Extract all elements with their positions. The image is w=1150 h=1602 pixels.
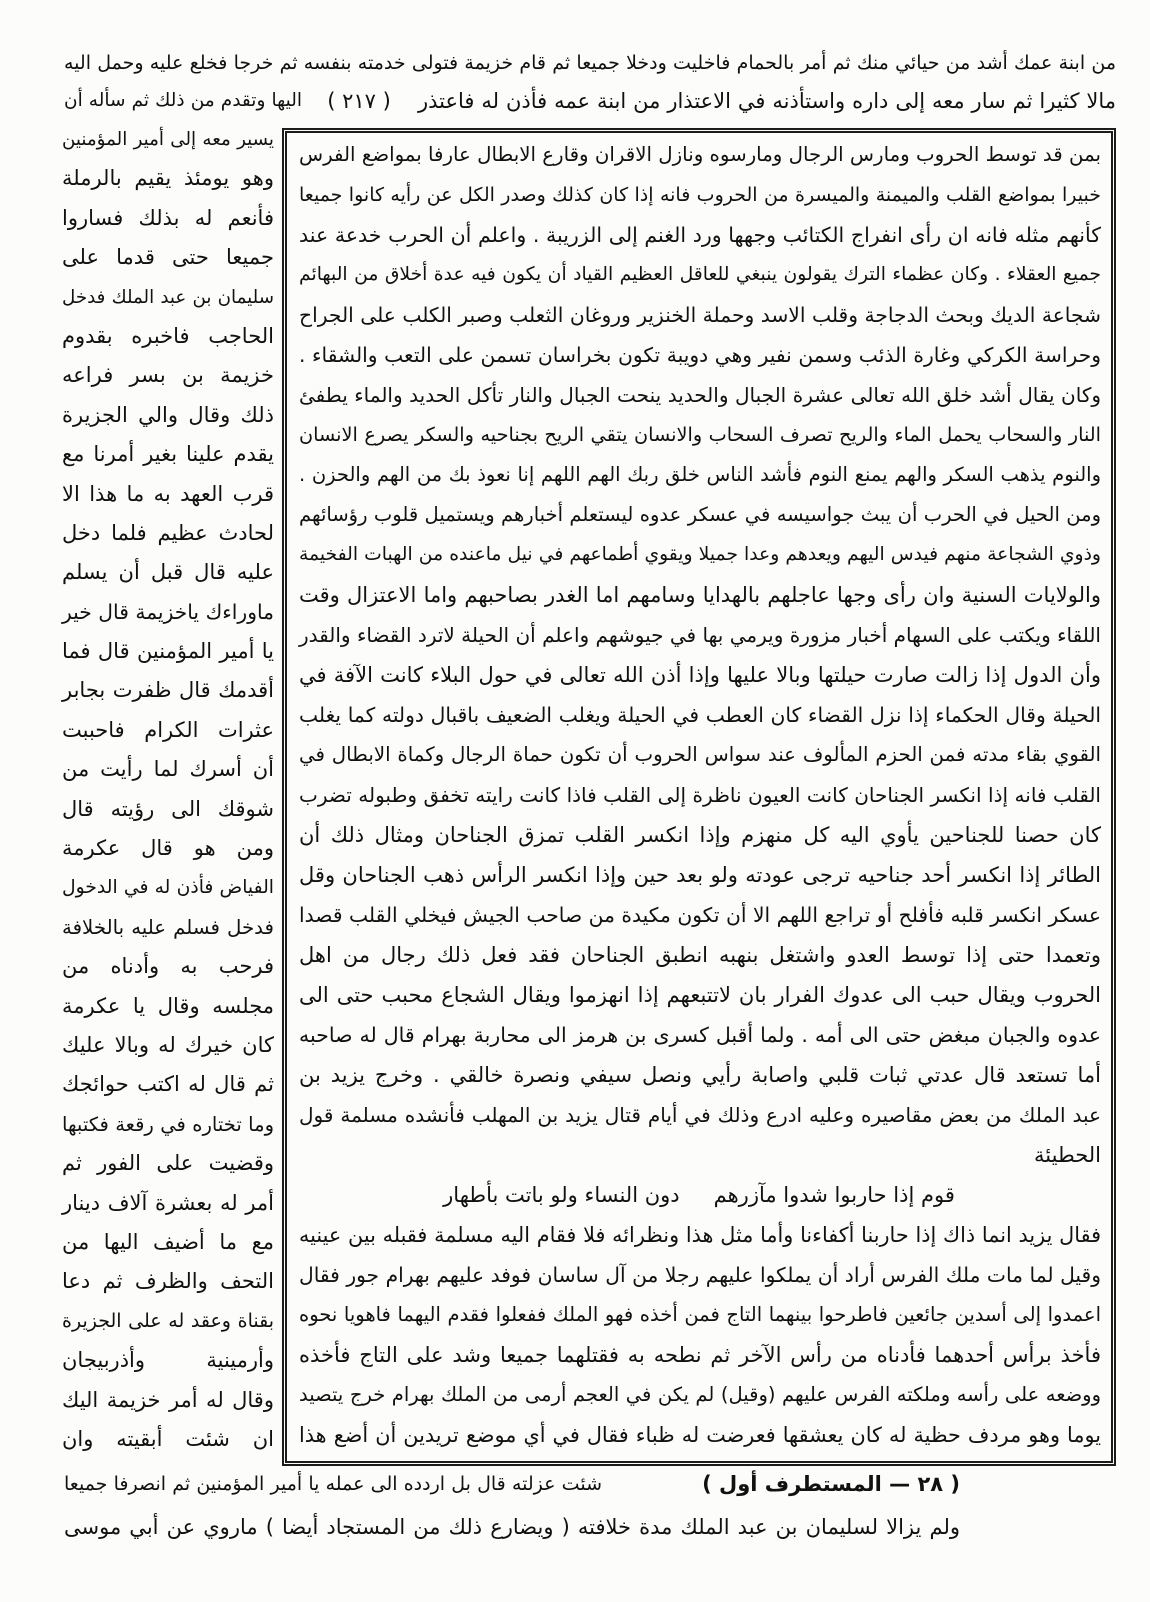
margin-line: الحاجب فاخبره بقدوم	[62, 323, 274, 348]
box-line: والولايات السنية وان رأى وجها عاجلهم بالهدايا وسامهم اما الغدر بصاحبهم واما الاعتزال وقت	[299, 583, 1101, 607]
box-line: وقيل لما مات ملك الفرس أراد أن يملكوا عليهم رجلا من آل ساسان فوفد عليهم بهرام جور فقال	[299, 1263, 1101, 1287]
box-line: كأنهم مثله فانه ان رأى انفراج الكتائب وجهها ورد الغنم إلى الزريبة . واعلم أن الحرب خدعة عند	[299, 223, 1101, 247]
box-line: وكان يقال أشد خلق الله تعالى عشرة الجبال والحديد ينحت الجبال والنار تأكل الحديد والماء يطفئ	[299, 383, 1101, 407]
margin-line: ان شئت أبقيته وان	[62, 1426, 274, 1451]
margin-line: يا أمير المؤمنين قال فما	[62, 639, 274, 664]
margin-line: كان خيرك له وبالا عليك	[62, 1032, 274, 1057]
verse-second-hemistich: دون النساء ولو باتت بأطهار	[443, 1183, 680, 1207]
box-line: القوي بقاء مدته فمن الحزم المألوف عند سواس الحروب أن تكون حماة الرجال وكماة الابطال في	[299, 743, 1101, 766]
box-line: فقال يزيد انما ذاك إذا حاربنا أكفاءنا وأما مثل هذا ونظرائه فلا فقام اليه مسلمة فقبله بين عينيه	[299, 1223, 1101, 1247]
header-line-1: من ابنة عمك أشد من حيائي منك ثم أمر بالحمام فاخليت ودخلا جميعا ثم قام خزيمة فتولى خدمته بنفسه ثم خرجا فخلع عليه وحمل اليه	[64, 52, 1116, 74]
box-line: أما تستعد قال عدتي ثبات قلبي واصابة رأيي ونصل سيفي ونصرة خالقي . وخرج يزيد بن	[299, 1063, 1101, 1087]
box-line: فأخذ برأس أحدهما فأدناه من رأس الآخر ثم نطحه به فقتلهما جميعا وشد على التاج فأخذه	[299, 1343, 1101, 1367]
box-line: وحراسة الكركي وغارة الذئب وسمن نفير وهي دويبة تكون بخراسان تسمن على التعب والشقاء .	[299, 343, 1101, 367]
margin-line: وما تختاره في رقعة فكتبها	[62, 1112, 274, 1136]
page-number: ( ٢١٧ )	[327, 89, 391, 113]
margin-line: فدخل فسلم عليه بالخلافة	[62, 915, 274, 939]
margin-line: فأنعم له بذلك فساروا	[62, 205, 274, 230]
box-line: عدوه والجبان مبغض حتى الى أمه . ولما أقبل كسرى بن هرمز الى محاربة بهرام قال له صاحبه	[299, 1023, 1101, 1047]
margin-line: الفياض فأذن له في الدخول	[62, 877, 274, 899]
box-line: اللقاء ويكتب على السهام أخبار مزورة ويرمي بها في جيوشهم واعلم أن الحيلة لاترد القضاء والقدر	[299, 623, 1101, 647]
margin-line: فرحب به وأدناه من	[62, 954, 274, 979]
margin-line: سليمان بن عبد الملك فدخل	[62, 286, 274, 308]
margin-line: مع ما أضيف اليها من	[62, 1229, 274, 1254]
framed-text-box	[282, 128, 1116, 1466]
box-line: الحروب ويقال حبب الى عدوك الفرار بان لاتتبعهم إذا انهزموا ويقال الشجاع محبب حتى الى	[299, 983, 1101, 1007]
margin-line: خزيمة بن بسر فراعه	[62, 363, 274, 388]
margin-line: التحف والظرف ثم دعا	[62, 1269, 274, 1294]
verse-first-hemistich: قوم إذا حاربوا شدوا مآزرهم	[713, 1183, 955, 1207]
box-line: الطائر إذا انكسر أحد جناحيه ترجى عودته ولو بعد حين وإذا انكسر الرأس ذهب الجناحان وقل	[299, 863, 1101, 887]
margin-line: لحادث عظيم فلما دخل	[62, 520, 274, 545]
box-line: اعمدوا إلى أسدين جائعين فاطرحوا بينهما التاج فمن أخذه فهو الملك ففعلوا فقدم اليهما فاهويا نحوه	[299, 1303, 1101, 1326]
margin-line: عثرات الكرام فاحببت	[62, 717, 274, 742]
margin-line: أن أسرك لما رأيت من	[62, 757, 274, 782]
box-line: القلب فانه إذا انكسر الجناحان كانت العيون ناظرة إلى القلب فاذا كانت رايته تخفق وطبوله تضرب	[299, 783, 1101, 807]
margin-line: يقدم علينا بغير أمرنا مع	[62, 442, 274, 467]
footer-line-2: ولم يزالا لسليمان بن عبد الملك مدة خلافته ( ويضارع ذلك من المستجاد أيضا ) ماروي عن أبي موسى	[64, 1515, 960, 1539]
box-line: شجاعة الديك وبحث الدجاجة وقلب الاسد وحملة الخنزير وروغان الثعلب وصبر الكلب على الجراح	[299, 303, 1101, 327]
header-line-2-left-text: اليها وتقدم من ذلك ثم سأله أن	[64, 90, 302, 111]
margin-line: قرب العهد به ما هذا الا	[62, 481, 274, 506]
header-line-2-right-text: مالا كثيرا ثم سار معه إلى داره واستأذنه في الاعتذار من ابنة عمه فأذن له فاعتذر	[418, 89, 1116, 113]
margin-line: أمر له بعشرة آلاف دينار	[62, 1190, 274, 1215]
header-line-2	[62, 82, 1116, 120]
box-line: بمن قد توسط الحروب ومارس الرجال ومارسوه ونازل الاقران وقارع الابطال عارفا بمواضع الفرس	[299, 143, 1101, 166]
margin-line: وهو يومئذ يقيم بالرملة	[62, 166, 274, 191]
box-line: والنوم يذهب السكر والهم يمنع النوم فأشد الناس خلق ربك الهم اللهم إنا نعوذ بك من الهم والحزن .	[299, 463, 1101, 486]
margin-line: وقضيت على الفور ثم	[62, 1151, 274, 1176]
box-line: جميع العقلاء . وكان عظماء الترك يقولون ينبغي للعاقل العظيم القياد أن يكون فيه عدة أخلاق من البهائم	[299, 264, 1101, 285]
margin-line: شوقك الى رؤيته قال	[62, 796, 274, 821]
box-line: وذوي الشجاعة منهم فيدس اليهم ويعدهم وعدا جميلا ويقوي أطماعهم في نيل ماعنده من الهبات الفخيمة	[299, 544, 1101, 565]
footer-label: ( ٢٨ — المستطرف أول )	[702, 1472, 960, 1496]
margin-line: وأرمينية وأذربيجان	[62, 1348, 274, 1373]
box-line: النار والسحاب يحمل الماء والريح تصرف السحاب والانسان يتقي الريح بجناحيه والسكر يصرع الانسان	[299, 423, 1101, 446]
footer-line-1-text: شئت عزلته قال بل اردده الى عمله يا أمير المؤمنين ثم انصرفا جميعا	[64, 1473, 602, 1495]
margin-line: ثم قال له اكتب حوائجك	[62, 1072, 274, 1097]
margin-line: ومن هو قال عكرمة	[62, 836, 274, 861]
box-line: عسكر انكسر قلبه فأفلح أو تراجع اللهم الا أن تكون مكيدة من صاحب الجيش فيخلي القلب قصدا	[299, 903, 1101, 927]
box-line: خبيرا بمواضع القلب والميمنة والميسرة من الحروب فانه إذا كان كذلك وصدر الكل عن رأيه كانوا جميعا	[299, 184, 1101, 206]
box-line: كان حصنا للجناحين يأوي اليه كل منهزم وإذا انكسر القلب تمزق الجناحان ومثال ذلك أن	[299, 823, 1101, 847]
margin-line: ذلك وقال والي الجزيرة	[62, 402, 274, 427]
margin-line: أقدمك قال ظفرت بجابر	[62, 678, 274, 703]
margin-line: يسير معه إلى أمير المؤمنين	[62, 129, 274, 150]
margin-line: بقناة وعقد له على الجزيرة	[62, 1309, 274, 1332]
box-line: عبد الملك من بعض مقاصيره وعليه ادرع وذلك في أيام قتال يزيد بن المهلب فأنشده مسلمة قول	[299, 1103, 1101, 1127]
box-line: الحيلة وقال الحكماء إذا نزل القضاء كان العطب في الحيلة ويغلب الضعيف باقبال دولته كما يغلب	[299, 703, 1101, 727]
margin-line: عليه قال قبل أن يسلم	[62, 560, 274, 585]
footer-line-1	[62, 1466, 960, 1502]
margin-line: وقال له أمر خزيمة اليك	[62, 1387, 274, 1412]
margin-line: مجلسه وقال يا عكرمة	[62, 993, 274, 1018]
margin-line: ماوراءك ياخزيمة قال خير	[62, 599, 274, 624]
verse-line	[297, 1175, 1101, 1215]
box-line-short: الحطيئة	[1034, 1143, 1101, 1167]
margin-line: جميعا حتى قدما على	[62, 245, 274, 270]
margin-column	[60, 120, 274, 1459]
box-line: ومن الحيل في الحرب أن يبث جواسيسه في عسكر عدوه ليستعلم أخبارهم ويستميل قلوب رؤسائهم	[299, 503, 1101, 526]
box-line: يوما وهو مردف حظية له كان يعشقها فعرضت له ظباء فقال في أي موضع تريدين أن أضع هذا	[299, 1423, 1101, 1447]
box-line: وأن الدول إذا زالت صارت حيلتها وبالا عليها وإذا أذن الله تعالى في حول البلاء كانت الآفة في	[299, 663, 1101, 687]
box-line: ووضعه على رأسه وملكته الفرس عليهم (وقيل) لم يكن في العجم أرمى من الملك بهرام خرج يتصيد	[299, 1383, 1101, 1406]
box-line: وتعمدا حتى إذا توسط العدو واشتغل بنهبه انطبق الجناحان فقد فعل ذلك رجال من اهل	[299, 943, 1101, 967]
